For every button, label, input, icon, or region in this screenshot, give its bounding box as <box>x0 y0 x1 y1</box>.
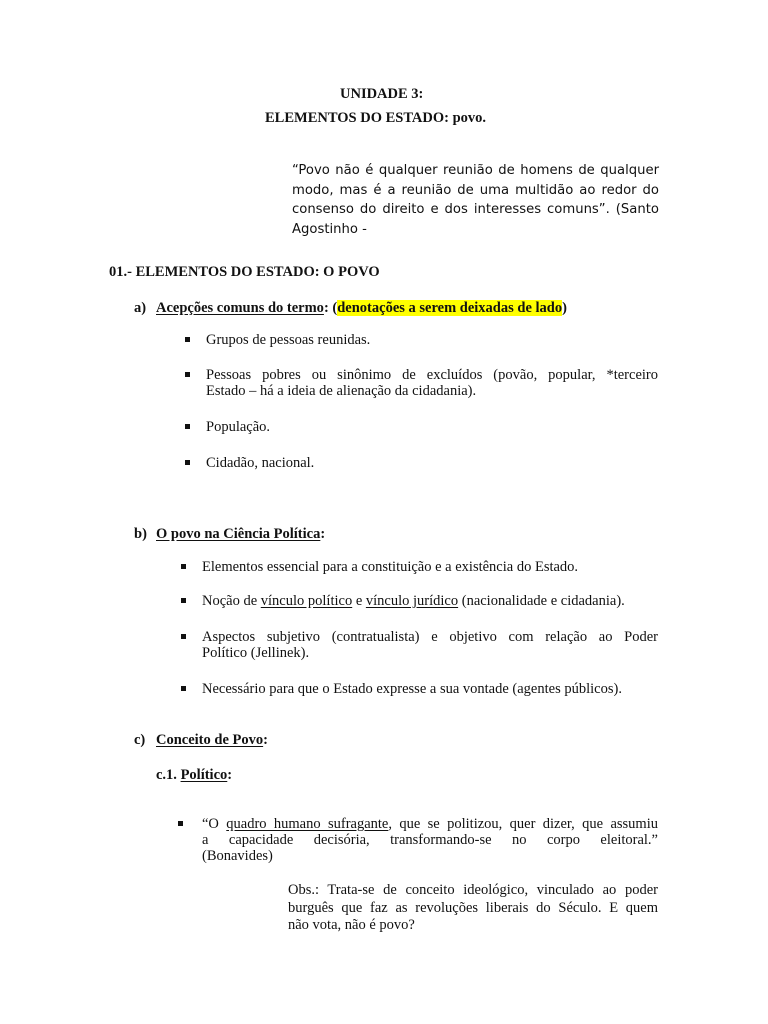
bullet-icon <box>185 372 190 377</box>
subsection-c-title-text: Conceito de Povo <box>156 732 264 748</box>
item-marker-c: c) <box>134 732 146 748</box>
subsection-b-title <box>156 526 325 543</box>
bullet-icon <box>185 460 190 465</box>
list-item: Necessário para que o Estado expresse a sua vontade (agentes públicos). <box>202 681 622 697</box>
quote-text: , que se politizou, quer dizer, que assumiu <box>388 816 658 832</box>
list-item-continuation: Estado – há a ideia de alienação da cidadania). <box>206 383 477 399</box>
subsubsection-colon: : <box>227 767 233 783</box>
subsubsection-marker: c.1. <box>156 767 177 783</box>
bullet-icon <box>178 821 183 826</box>
highlighted-note: denotações a serem deixadas de lado <box>337 300 563 316</box>
section-heading: 01.- ELEMENTOS DO ESTADO: O POVO <box>109 264 380 280</box>
obs-line: burguês que faz as revoluções liberais do Século. E quem <box>288 900 658 916</box>
list-item: População. <box>206 419 271 435</box>
bullet-icon <box>181 564 186 569</box>
bullet-icon <box>181 598 186 603</box>
subsubsection-title: Político <box>180 767 228 783</box>
epigraph-line: “Povo não é qualquer reunião de homens de qualquer <box>292 163 659 178</box>
subsection-b-colon: : <box>320 526 326 542</box>
subsection-c-colon: : <box>263 732 268 748</box>
bullet-icon <box>185 337 190 342</box>
bullet-icon <box>181 686 186 691</box>
page-title: ELEMENTOS DO ESTADO: povo. <box>265 110 487 126</box>
quote-attribution: (Bonavides) <box>202 848 273 864</box>
subsection-a-title-text: Acepções comuns do termo <box>156 300 324 316</box>
bullet-icon <box>185 424 190 429</box>
quote-text: “O <box>202 816 227 832</box>
subsection-a-title <box>156 300 567 317</box>
obs-line: não vota, não é povo? <box>288 917 415 933</box>
list-item-text: Noção de <box>202 593 261 609</box>
subsubsection-heading <box>156 767 232 784</box>
list-item: Aspectos subjetivo (contratualista) e objetivo com relação ao Poder <box>202 629 658 645</box>
list-item: Pessoas pobres ou sinônimo de excluídos (povão, popular, *terceiro <box>206 367 658 383</box>
bullet-icon <box>181 634 186 639</box>
subsection-a-colon: : ( <box>323 300 338 316</box>
list-item: Elementos essencial para a constituição e a existência do Estado. <box>202 559 579 575</box>
underlined-term: quadro humano sufragante <box>226 816 389 832</box>
unit-heading: UNIDADE 3: <box>340 86 424 102</box>
quote-line <box>202 816 658 833</box>
list-item-text: (nacionalidade e cidadania). <box>458 593 625 609</box>
underlined-term: vínculo jurídico <box>365 593 459 609</box>
subsection-a-close: ) <box>562 300 567 316</box>
list-item-text: e <box>352 593 366 609</box>
list-item: Grupos de pessoas reunidas. <box>206 332 371 348</box>
quote-line: a capacidade decisória, transformando-se no corpo eleitoral.” <box>202 832 658 848</box>
underlined-term: vínculo político <box>260 593 353 609</box>
epigraph-line: Agostinho - <box>292 222 367 237</box>
list-item: Cidadão, nacional. <box>206 455 315 471</box>
subsection-c-title <box>156 732 268 749</box>
item-marker-a: a) <box>134 300 147 316</box>
list-item-continuation: Político (Jellinek). <box>202 645 310 661</box>
list-item <box>202 593 625 610</box>
subsection-b-title-text: O povo na Ciência Política <box>156 526 321 542</box>
epigraph-line: consenso do direito e dos interesses comuns”. (Santo <box>292 202 659 217</box>
obs-line: Obs.: Trata-se de conceito ideológico, vinculado ao poder <box>288 882 658 898</box>
item-marker-b: b) <box>134 526 147 542</box>
epigraph-line: modo, mas é a reunião de uma multidão ao redor do <box>292 183 659 198</box>
